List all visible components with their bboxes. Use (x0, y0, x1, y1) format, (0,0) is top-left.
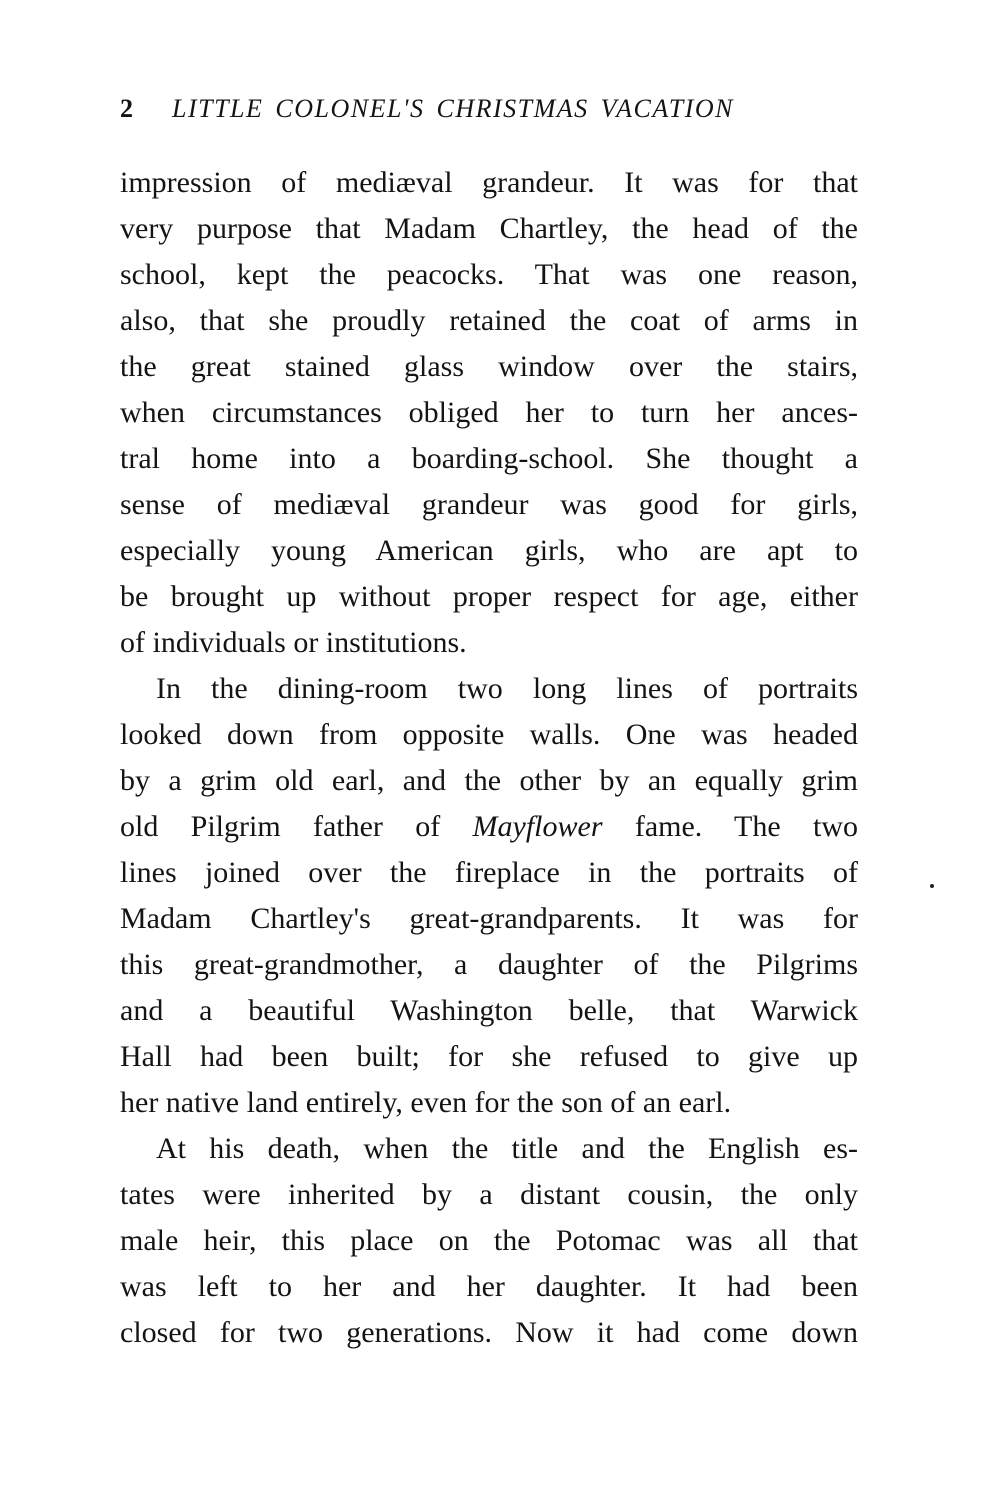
text-line: also, that she proudly retained the coat of arms in (120, 304, 858, 337)
text-line: Hall had been built; for she refused to give up (120, 1040, 858, 1073)
running-title: LITTLE COLONEL'S CHRISTMAS VACATION (172, 94, 734, 123)
text-line: when circumstances obliged her to turn her ances- (120, 396, 858, 429)
text-line: sense of mediæval grandeur was good for girls, (120, 488, 858, 521)
text-line: At his death, when the title and the English es- (156, 1132, 858, 1165)
text-line: this great-grandmother, a daughter of the Pilgrims (120, 948, 858, 981)
text-line: tates were inherited by a distant cousin, the only (120, 1178, 858, 1211)
text-line: of individuals or institutions. (120, 626, 467, 659)
print-speck (930, 884, 934, 888)
text-line: In the dining-room two long lines of portraits (156, 672, 858, 705)
text-line: closed for two generations. Now it had come down (120, 1316, 858, 1349)
text-line: especially young American girls, who are apt to (120, 534, 858, 567)
text-line: the great stained glass window over the stairs, (120, 350, 858, 383)
text-line: and a beautiful Washington belle, that Warwick (120, 994, 858, 1027)
text-line: school, kept the peacocks. That was one reason, (120, 258, 858, 291)
text-line: was left to her and her daughter. It had been (120, 1270, 858, 1303)
text-line: impression of mediæval grandeur. It was for that (120, 166, 858, 199)
text-line: be brought up without proper respect for age, either (120, 580, 858, 613)
running-head (120, 94, 860, 130)
body-text (120, 160, 858, 1390)
text-line: old Pilgrim father of Mayflower fame. The two (120, 810, 858, 843)
text-line: very purpose that Madam Chartley, the head of the (120, 212, 858, 245)
text-line: male heir, this place on the Potomac was all that (120, 1224, 858, 1257)
text-line: her native land entirely, even for the son of an earl. (120, 1086, 732, 1119)
italic-title: Mayflower (472, 810, 603, 843)
text-line: lines joined over the fireplace in the portraits of (120, 856, 858, 889)
text-line: Madam Chartley's great-grandparents. It was for (120, 902, 858, 935)
text-line: by a grim old earl, and the other by an equally grim (120, 764, 858, 797)
text-line: tral home into a boarding-school. She thought a (120, 442, 858, 475)
text-line: looked down from opposite walls. One was headed (120, 718, 858, 751)
page-number: 2 (120, 94, 135, 123)
